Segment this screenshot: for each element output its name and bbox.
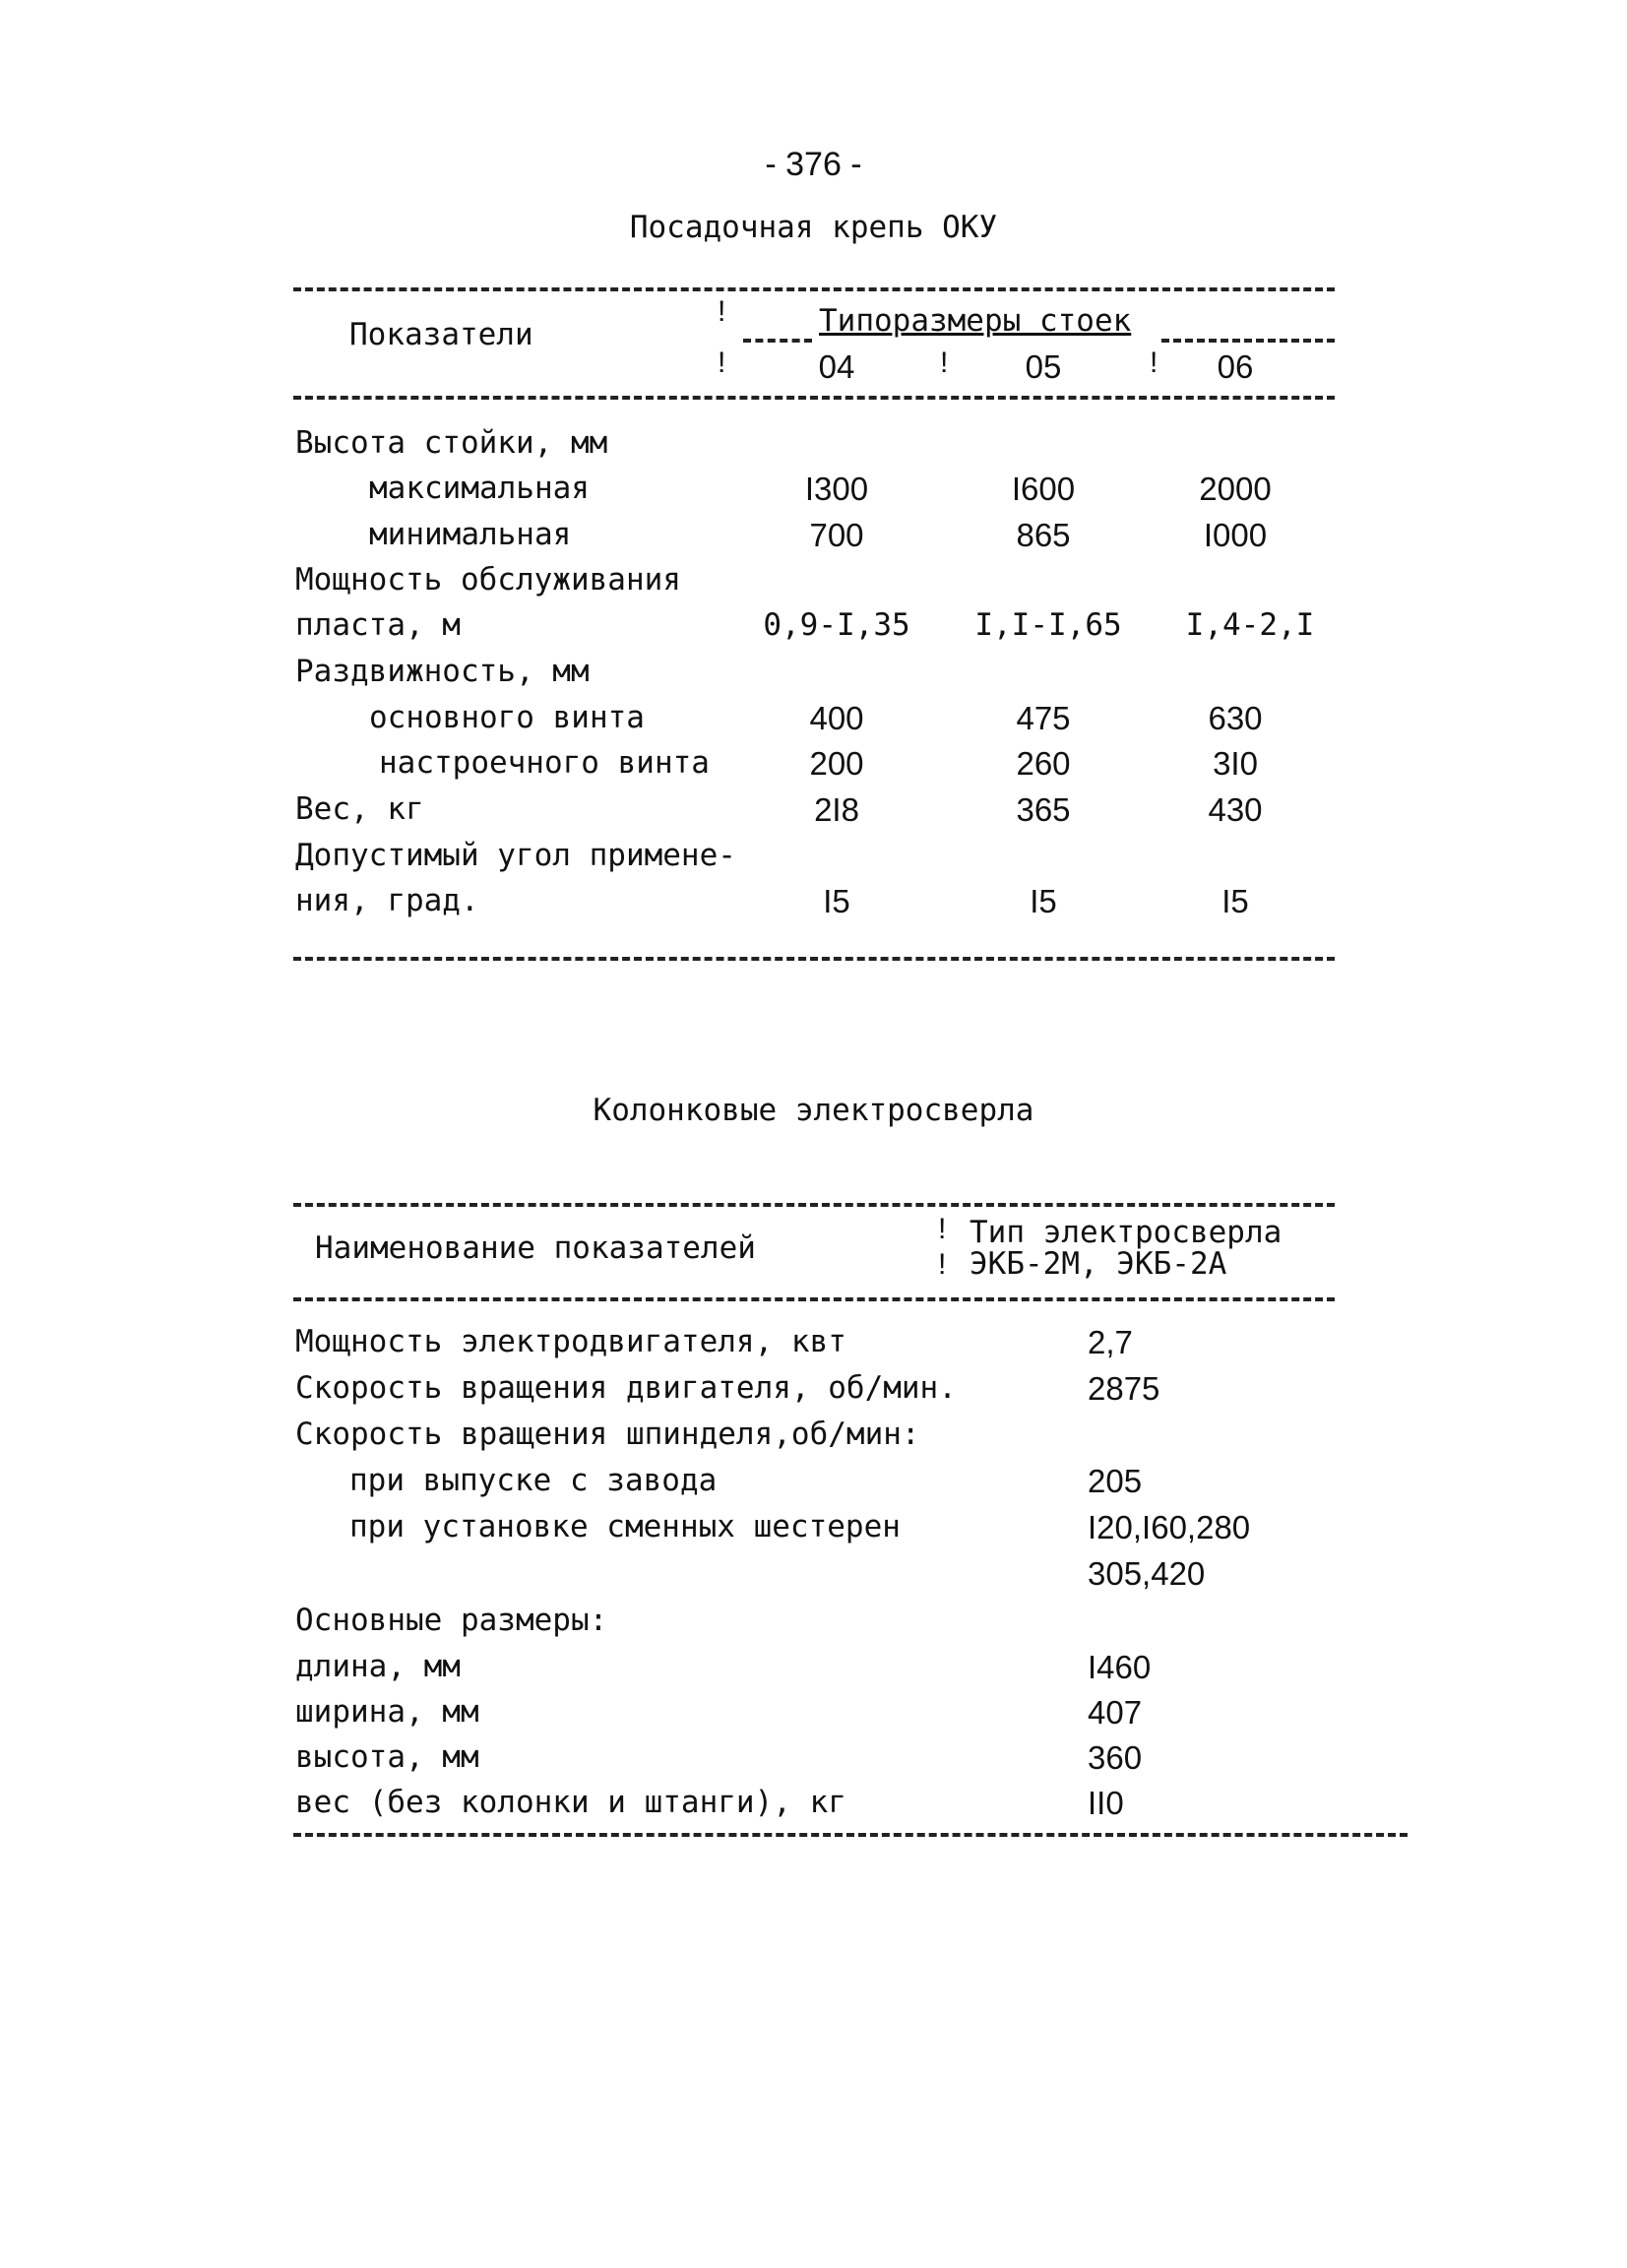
table1-row-label: Допустимый угол примене-	[295, 838, 736, 873]
table2-row-label: Мощность электродвигателя, квт	[295, 1324, 846, 1359]
table1-cell: 430	[1208, 791, 1263, 828]
table1-header-group: Типоразмеры стоек	[819, 303, 1132, 339]
table1-cell: I,4-2,I	[1185, 607, 1315, 643]
table1-cell: 365	[1016, 791, 1071, 828]
table2-row-label: ширина, мм	[295, 1694, 479, 1730]
table1-cell: 3I0	[1213, 745, 1258, 782]
table1-cell: 260	[1016, 745, 1071, 782]
table1-header-separator: !	[940, 346, 949, 379]
table1-cell: 630	[1208, 700, 1263, 736]
table1-row-label: минимальная	[369, 517, 572, 552]
table2-bottom-rule	[293, 1833, 1408, 1837]
table1-cell: 200	[809, 745, 864, 782]
table1-row-label: настроечного винта	[379, 745, 710, 781]
table2-row-label: Скорость вращения шпинделя,об/мин:	[295, 1417, 920, 1452]
table2-top-rule	[293, 1203, 1335, 1207]
table2-header-models: ЭКБ-2М, ЭКБ-2А	[970, 1246, 1227, 1282]
table2-header-type: Тип электросверла	[970, 1215, 1283, 1250]
table1-row-label: основного винта	[369, 700, 645, 735]
table1-cell: I5	[823, 883, 850, 919]
table1-col-04: 04	[818, 348, 855, 385]
page-number: - 376 -	[765, 146, 862, 183]
table1-cell: 700	[809, 517, 864, 553]
table1-header-separator: !	[718, 346, 726, 379]
table1-header-indicators: Показатели	[349, 317, 533, 352]
table2-cell: 360	[1088, 1739, 1143, 1776]
table1-header-subrule	[1161, 339, 1335, 343]
table2-cell: I460	[1088, 1649, 1152, 1685]
table2-cell: 2875	[1088, 1370, 1160, 1407]
table1-cell: 400	[809, 700, 864, 736]
table1-title: Посадочная крепь ОКУ	[629, 210, 998, 245]
table1-row-label: Раздвижность, мм	[295, 654, 590, 689]
table1-cell: I300	[804, 471, 869, 507]
table2-row-label: Скорость вращения двигателя, об/мин.	[295, 1370, 957, 1406]
table2-row-label: при установке сменных шестерен	[349, 1509, 901, 1544]
table1-cell: I000	[1203, 517, 1268, 553]
table1-top-rule	[293, 287, 1335, 291]
table1-cell: 865	[1016, 517, 1071, 553]
table2-cell: 305,420	[1088, 1555, 1206, 1592]
table1-col-05: 05	[1025, 348, 1062, 385]
table2-cell: 2,7	[1088, 1324, 1133, 1360]
table2-row-label: высота, мм	[295, 1739, 479, 1775]
table1-header-separator: !	[718, 295, 726, 328]
table1-row-label: Высота стойки, мм	[295, 425, 608, 461]
table1-bottom-rule	[293, 957, 1335, 961]
table2-cell: I20,I60,280	[1088, 1509, 1251, 1545]
table1-cell: 2000	[1199, 471, 1272, 507]
table1-col-06: 06	[1217, 348, 1254, 385]
table1-cell: 475	[1016, 700, 1071, 736]
table2-row-label: длина, мм	[295, 1649, 461, 1684]
table1-cell: I5	[1030, 883, 1057, 919]
table2-header-indicators: Наименование показателей	[315, 1230, 756, 1266]
table2-header-separator: !	[938, 1248, 947, 1281]
table2-title: Колонковые электросверла	[593, 1093, 1034, 1128]
table2-cell: 205	[1088, 1463, 1143, 1499]
table1-row-label: ния, град.	[295, 883, 479, 918]
table1-cell: 2I8	[814, 791, 859, 828]
table1-cell: I600	[1011, 471, 1076, 507]
table1-cell: I5	[1221, 883, 1249, 919]
table2-cell: II0	[1088, 1785, 1124, 1821]
table1-header-subrule	[743, 339, 812, 343]
table2-header-rule	[293, 1297, 1335, 1301]
table1-row-label: Мощность обслуживания	[295, 562, 681, 598]
table2-row-label: вес (без колонки и штанги), кг	[295, 1785, 846, 1820]
table1-row-label: Вес, кг	[295, 791, 424, 827]
table2-row-label: Основные размеры:	[295, 1603, 608, 1638]
table1-header-separator: !	[1150, 346, 1158, 379]
table2-row-label: при выпуске с завода	[349, 1463, 718, 1498]
table1-cell: 0,9-I,35	[763, 607, 910, 643]
table2-cell: 407	[1088, 1694, 1143, 1731]
table1-header-rule	[293, 396, 1335, 400]
table1-row-label: пласта, м	[295, 607, 461, 643]
table2-header-separator: !	[938, 1213, 947, 1245]
table1-cell: I,I-I,65	[974, 607, 1122, 643]
table1-row-label: максимальная	[369, 471, 590, 506]
